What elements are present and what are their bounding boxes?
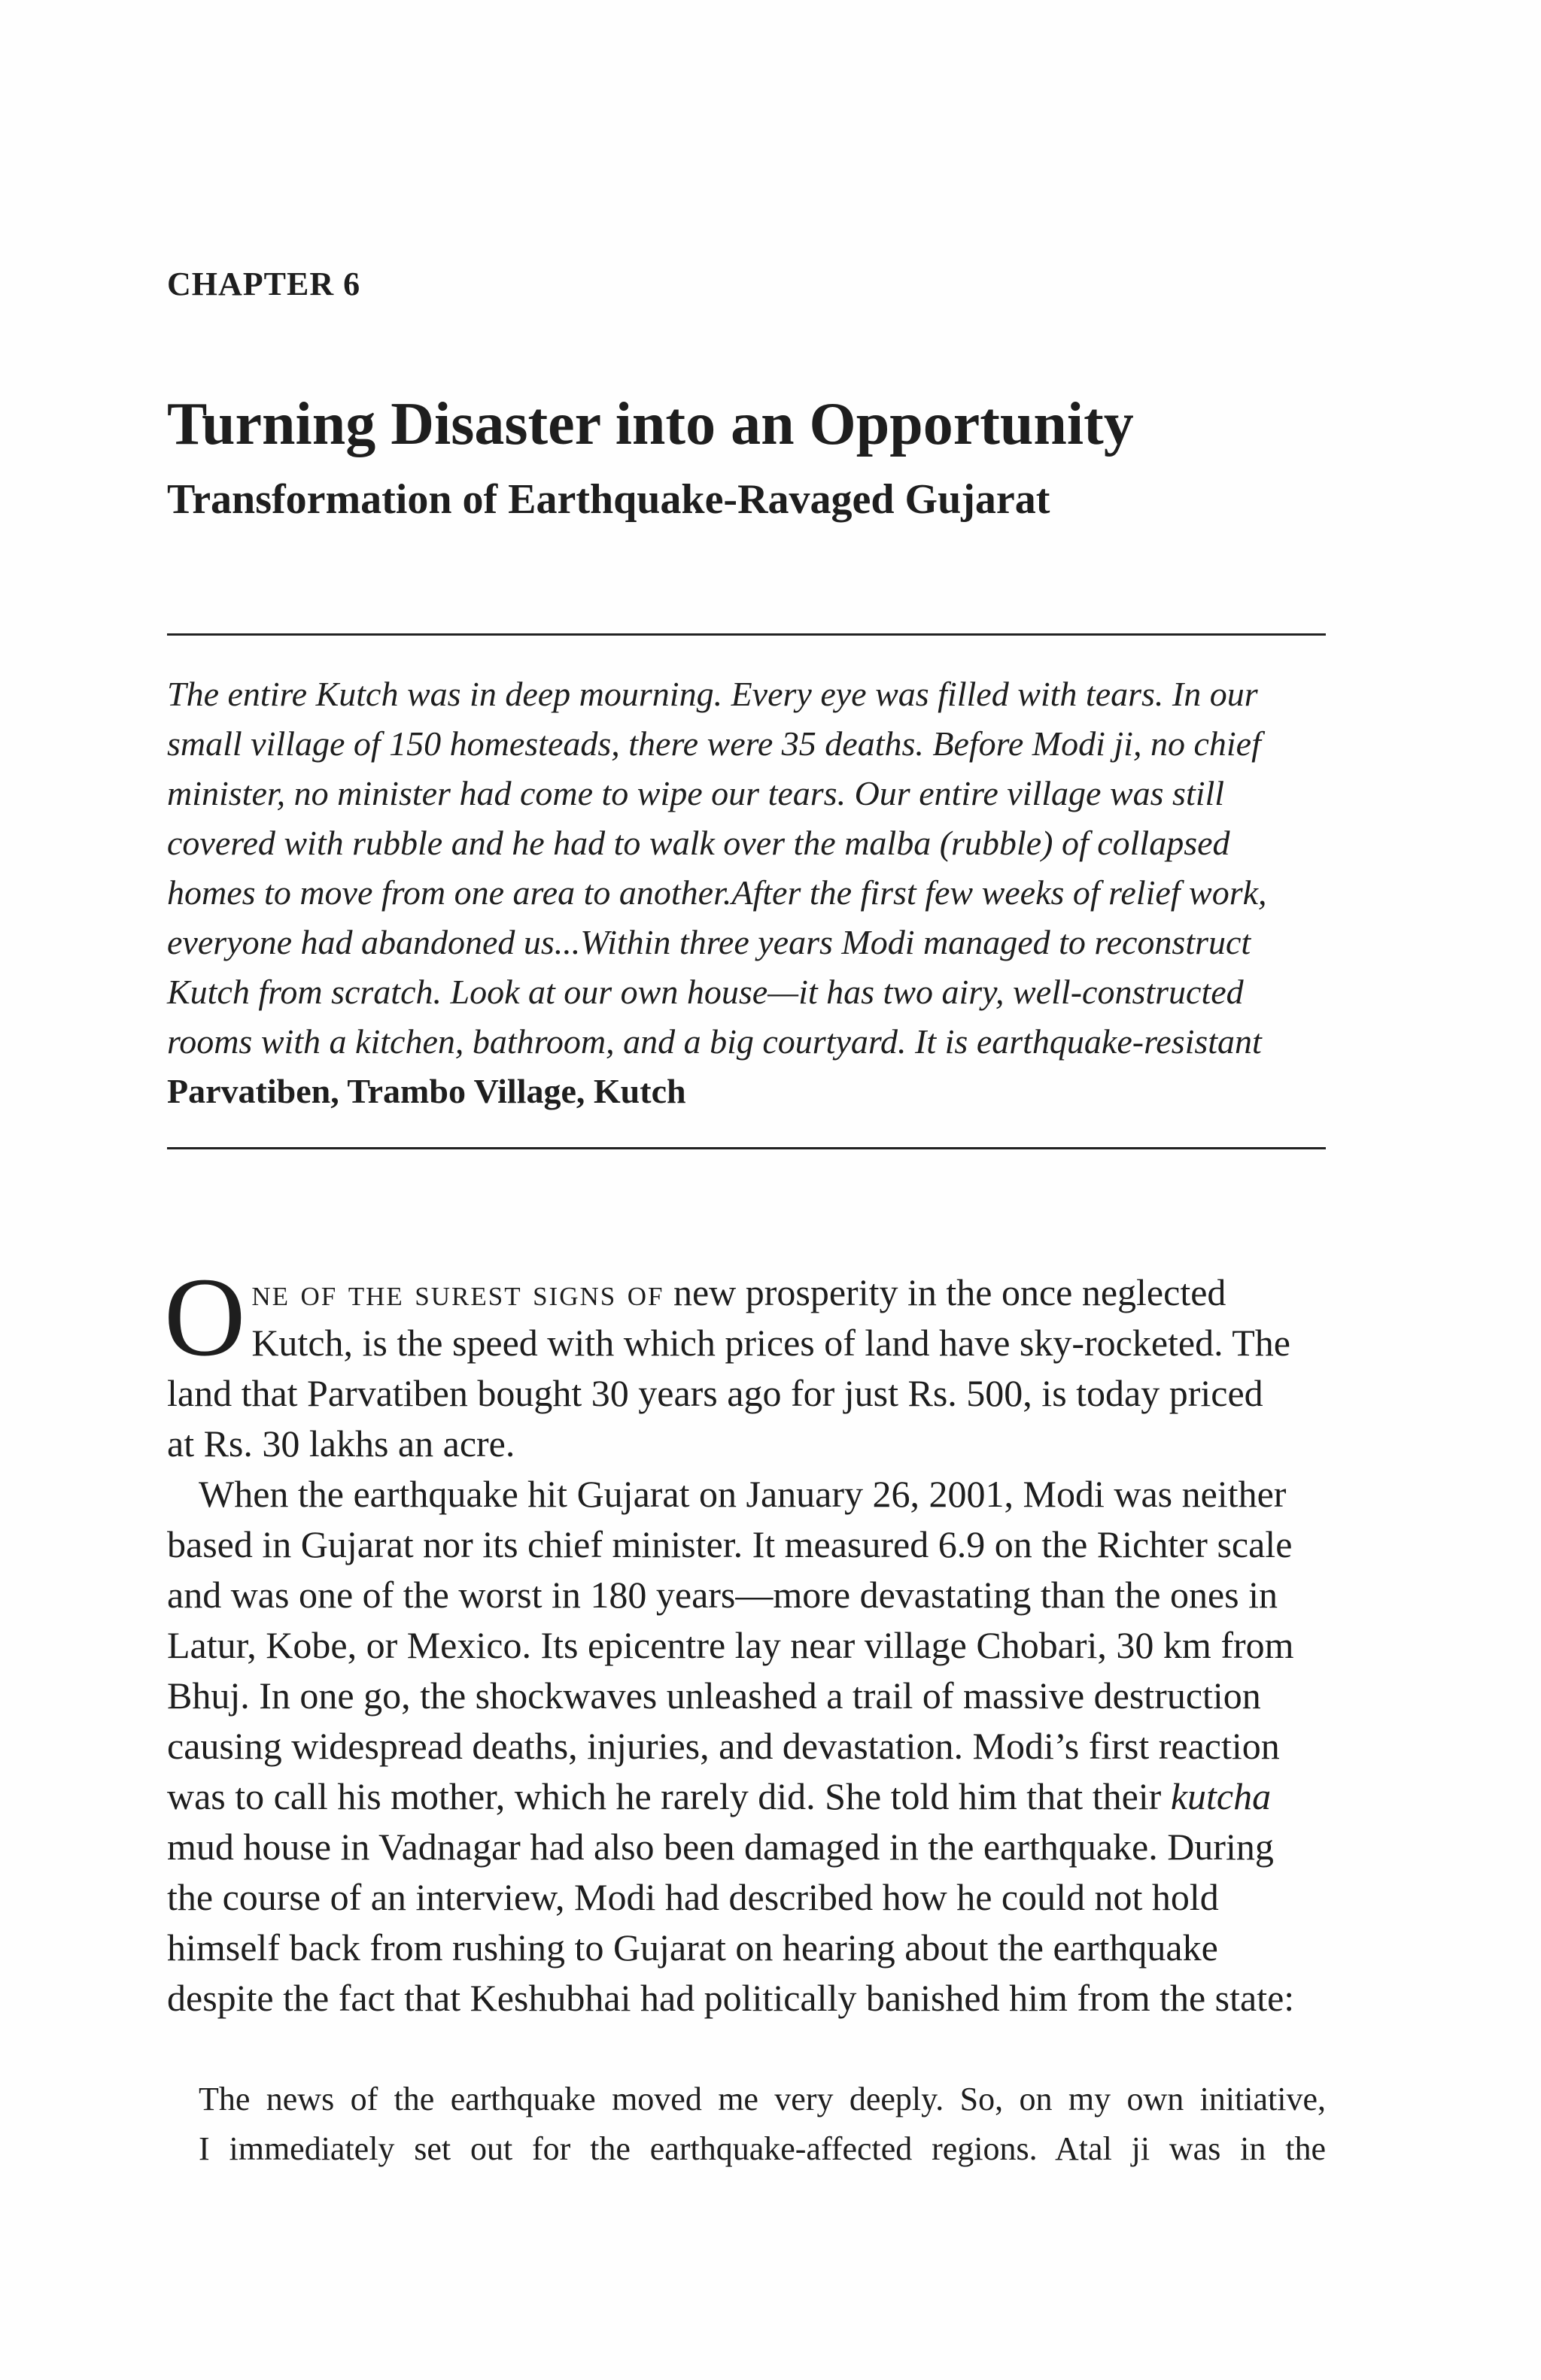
paragraph-1 [164, 1255, 1326, 1469]
chapter-title: Turning Disaster into an Opportunity [167, 391, 1134, 457]
epigraph-line: minister, no minister had come to wipe our tears. Our entire village was still [167, 774, 1225, 812]
epigraph-line: small village of 150 homesteads, there were 35 deaths. Before Modi ji, no chief [167, 724, 1261, 763]
body-line: Bhuj. In one go, the shockwaves unleashed a trail of massive destruction [167, 1674, 1261, 1717]
body-line [167, 1771, 1326, 1822]
epigraph-line: covered with rubble and he had to walk over the malba (rubble) of collapsed [167, 824, 1230, 862]
paragraph-2 [167, 1469, 1326, 2023]
body-line: the course of an interview, Modi had described how he could not hold [167, 1876, 1219, 1918]
italic-term: kutcha [1170, 1775, 1272, 1817]
epigraph-line: everyone had abandoned us...Within three years Modi managed to reconstruct [167, 923, 1251, 961]
epigraph [167, 669, 1326, 1116]
body-line: causing widespread deaths, injuries, and devastation. Modi’s first reaction [167, 1725, 1280, 1767]
epigraph-line: Kutch from scratch. Look at our own house—it has two airy, well-constructed [167, 973, 1244, 1011]
body-line: mud house in Vadnagar had also been damaged in the earthquake. During [167, 1826, 1274, 1868]
body-line: based in Gujarat nor its chief minister. It measured 6.9 on the Richter scale [167, 1523, 1293, 1565]
chapter-label: CHAPTER 6 [167, 266, 361, 302]
body-line: and was one of the worst in 180 years—more devastating than the ones in [167, 1574, 1278, 1616]
drop-cap: O [164, 1255, 246, 1380]
body-line: Latur, Kobe, or Mexico. Its epicentre lay near village Chobari, 30 km from [167, 1624, 1294, 1666]
epigraph-top-rule [167, 633, 1326, 636]
body-line: despite the fact that Keshubhai had politically banished him from the state: [167, 1977, 1295, 2019]
body-line [167, 1267, 1326, 1318]
chapter-subtitle: Transformation of Earthquake-Ravaged Gujarat [167, 476, 1050, 523]
epigraph-line: homes to move from one area to another.After the first few weeks of relief work, [167, 873, 1267, 912]
body-line: at Rs. 30 lakhs an acre. [167, 1422, 515, 1465]
body-line: Kutch, is the speed with which prices of land have sky-rocketed. The [251, 1322, 1290, 1364]
epigraph-attribution: Parvatiben, Trambo Village, Kutch [167, 1072, 686, 1110]
body-line: land that Parvatiben bought 30 years ago for just Rs. 500, is today priced [167, 1372, 1263, 1414]
epigraph-line: rooms with a kitchen, bathroom, and a big courtyard. It is earthquake-resistant [167, 1022, 1262, 1061]
body-text [164, 1255, 1326, 2023]
first-line-rest: new prosperity in the once neglected [664, 1271, 1226, 1313]
epigraph-line: The entire Kutch was in deep mourning. Every eye was filled with tears. In our [167, 675, 1258, 713]
body-line: himself back from rushing to Gujarat on hearing about the earthquake [167, 1926, 1218, 1969]
quote-line: The news of the earthquake moved me very deeply. So, on my own initiative, [199, 2081, 1326, 2117]
block-quote [199, 2075, 1326, 2174]
line-text: was to call his mother, which he rarely did. She told him that their [167, 1775, 1171, 1817]
quote-line: I immediately set out for the earthquake-affected regions. Atal ji was in the [199, 2130, 1326, 2167]
epigraph-bottom-rule [167, 1147, 1326, 1149]
small-caps-lead: ne of the surest signs of [251, 1271, 664, 1313]
body-line: When the earthquake hit Gujarat on January 26, 2001, Modi was neither [199, 1473, 1287, 1515]
